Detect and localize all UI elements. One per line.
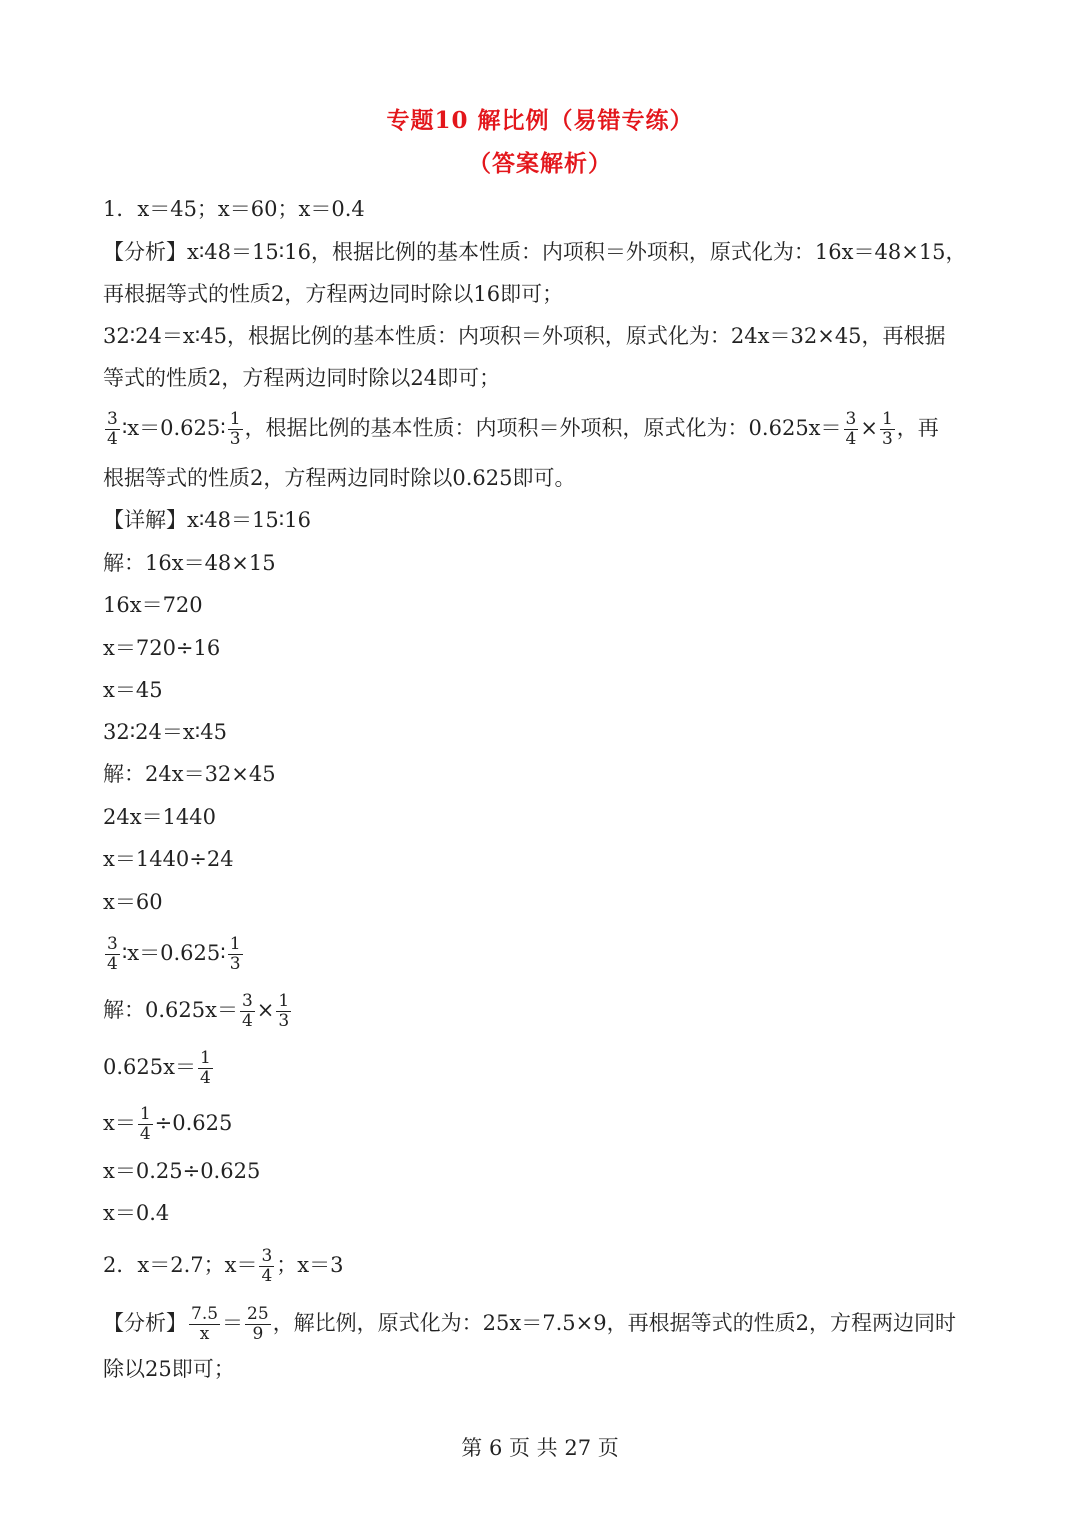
fraction: $\frac{25}{9}$ [247,1304,269,1344]
q1-detail-label: 【详解】x∶48＝15∶16 [103,508,311,532]
solution-step: 24x＝1440 [103,805,217,829]
q2-analysis-line: 【分析】 $\frac{7.5}{x}$ ＝ $\frac{25}{9}$ ，解比例，原式化为：25x＝7.5×9，再根据等式的性质2，方程两边同时 [103,1304,956,1344]
solution-step: 16x＝720 [103,593,203,617]
fraction: $\frac{1}{3}$ [881,409,893,449]
fraction: $\frac{1}{3}$ [229,934,241,974]
fraction: $\frac{1}{3}$ [229,409,241,449]
solution-step: 0.625x＝ $\frac{1}{4}$ [103,1048,211,1088]
q1-analysis-line: 根据等式的性质2，方程两边同时除以0.625即可。 [103,466,576,490]
page-title: 专题10 解比例（易错专练） [386,107,694,134]
fraction: $\frac{3}{4}$ [107,409,118,449]
solution-step: 解：24x＝32×45 [103,762,276,786]
page-footer: 第 6 页 共 27 页 [461,1436,619,1460]
q1-analysis-line: 32∶24＝x∶45，根据比例的基本性质：内项积＝外项积，原式化为：24x＝32×45，再根据 [103,324,946,348]
q1-analysis-fraction-line: $\frac{3}{4}$ ∶x＝0.625∶ $\frac{1}{3}$ ，根据比例的基本性质：内项积＝外项积，原式化为：0.625x＝ $\frac{3}{4}$ × $\frac{1}{3}$ ，再 [107,409,939,449]
solution-step: 解：0.625x＝ $\frac{3}{4}$ × $\frac{1}{3}$ [103,991,290,1031]
fraction: $\frac{7.5}{x}$ [191,1304,219,1344]
solution-step: x＝45 [103,678,163,702]
q1-analysis-line: 等式的性质2，方程两边同时除以24即可； [103,366,501,390]
solution-step: x＝720÷16 [103,636,221,660]
fraction: $\frac{3}{4}$ [107,934,118,974]
solution-step: 解：16x＝48×15 [103,551,276,575]
solution-step: 32∶24＝x∶45 [103,720,227,744]
fraction: $\frac{3}{4}$ [241,991,253,1031]
fraction: $\frac{3}{4}$ [845,409,857,449]
page-subtitle: （答案解析） [468,150,612,177]
fraction: $\frac{1}{4}$ [139,1104,151,1144]
q2-answer: 2．x＝2.7；x＝ $\frac{3}{4}$ ；x＝3 [103,1246,344,1286]
solution-step: x＝0.4 [103,1201,170,1225]
solution-step: x＝60 [103,890,163,914]
solution-step: $\frac{3}{4}$ ∶x＝0.625∶ $\frac{1}{3}$ [107,934,241,974]
fraction: $\frac{3}{4}$ [261,1246,273,1286]
fraction: $\frac{1}{4}$ [199,1048,211,1088]
solution-step: x＝ $\frac{1}{4}$ ÷0.625 [103,1104,233,1144]
q1-answer: 1．x＝45；x＝60；x＝0.4 [103,197,365,221]
fraction: $\frac{1}{3}$ [278,991,290,1031]
solution-step: x＝0.25÷0.625 [103,1159,261,1183]
solution-step: x＝1440÷24 [103,847,234,871]
q2-analysis-line: 除以25即可； [103,1357,235,1381]
q1-analysis-line: 再根据等式的性质2，方程两边同时除以16即可； [103,282,564,306]
q1-analysis-line: 【分析】x∶48＝15∶16，根据比例的基本性质：内项积＝外项积，原式化为：16x＝48×15， [103,240,967,264]
